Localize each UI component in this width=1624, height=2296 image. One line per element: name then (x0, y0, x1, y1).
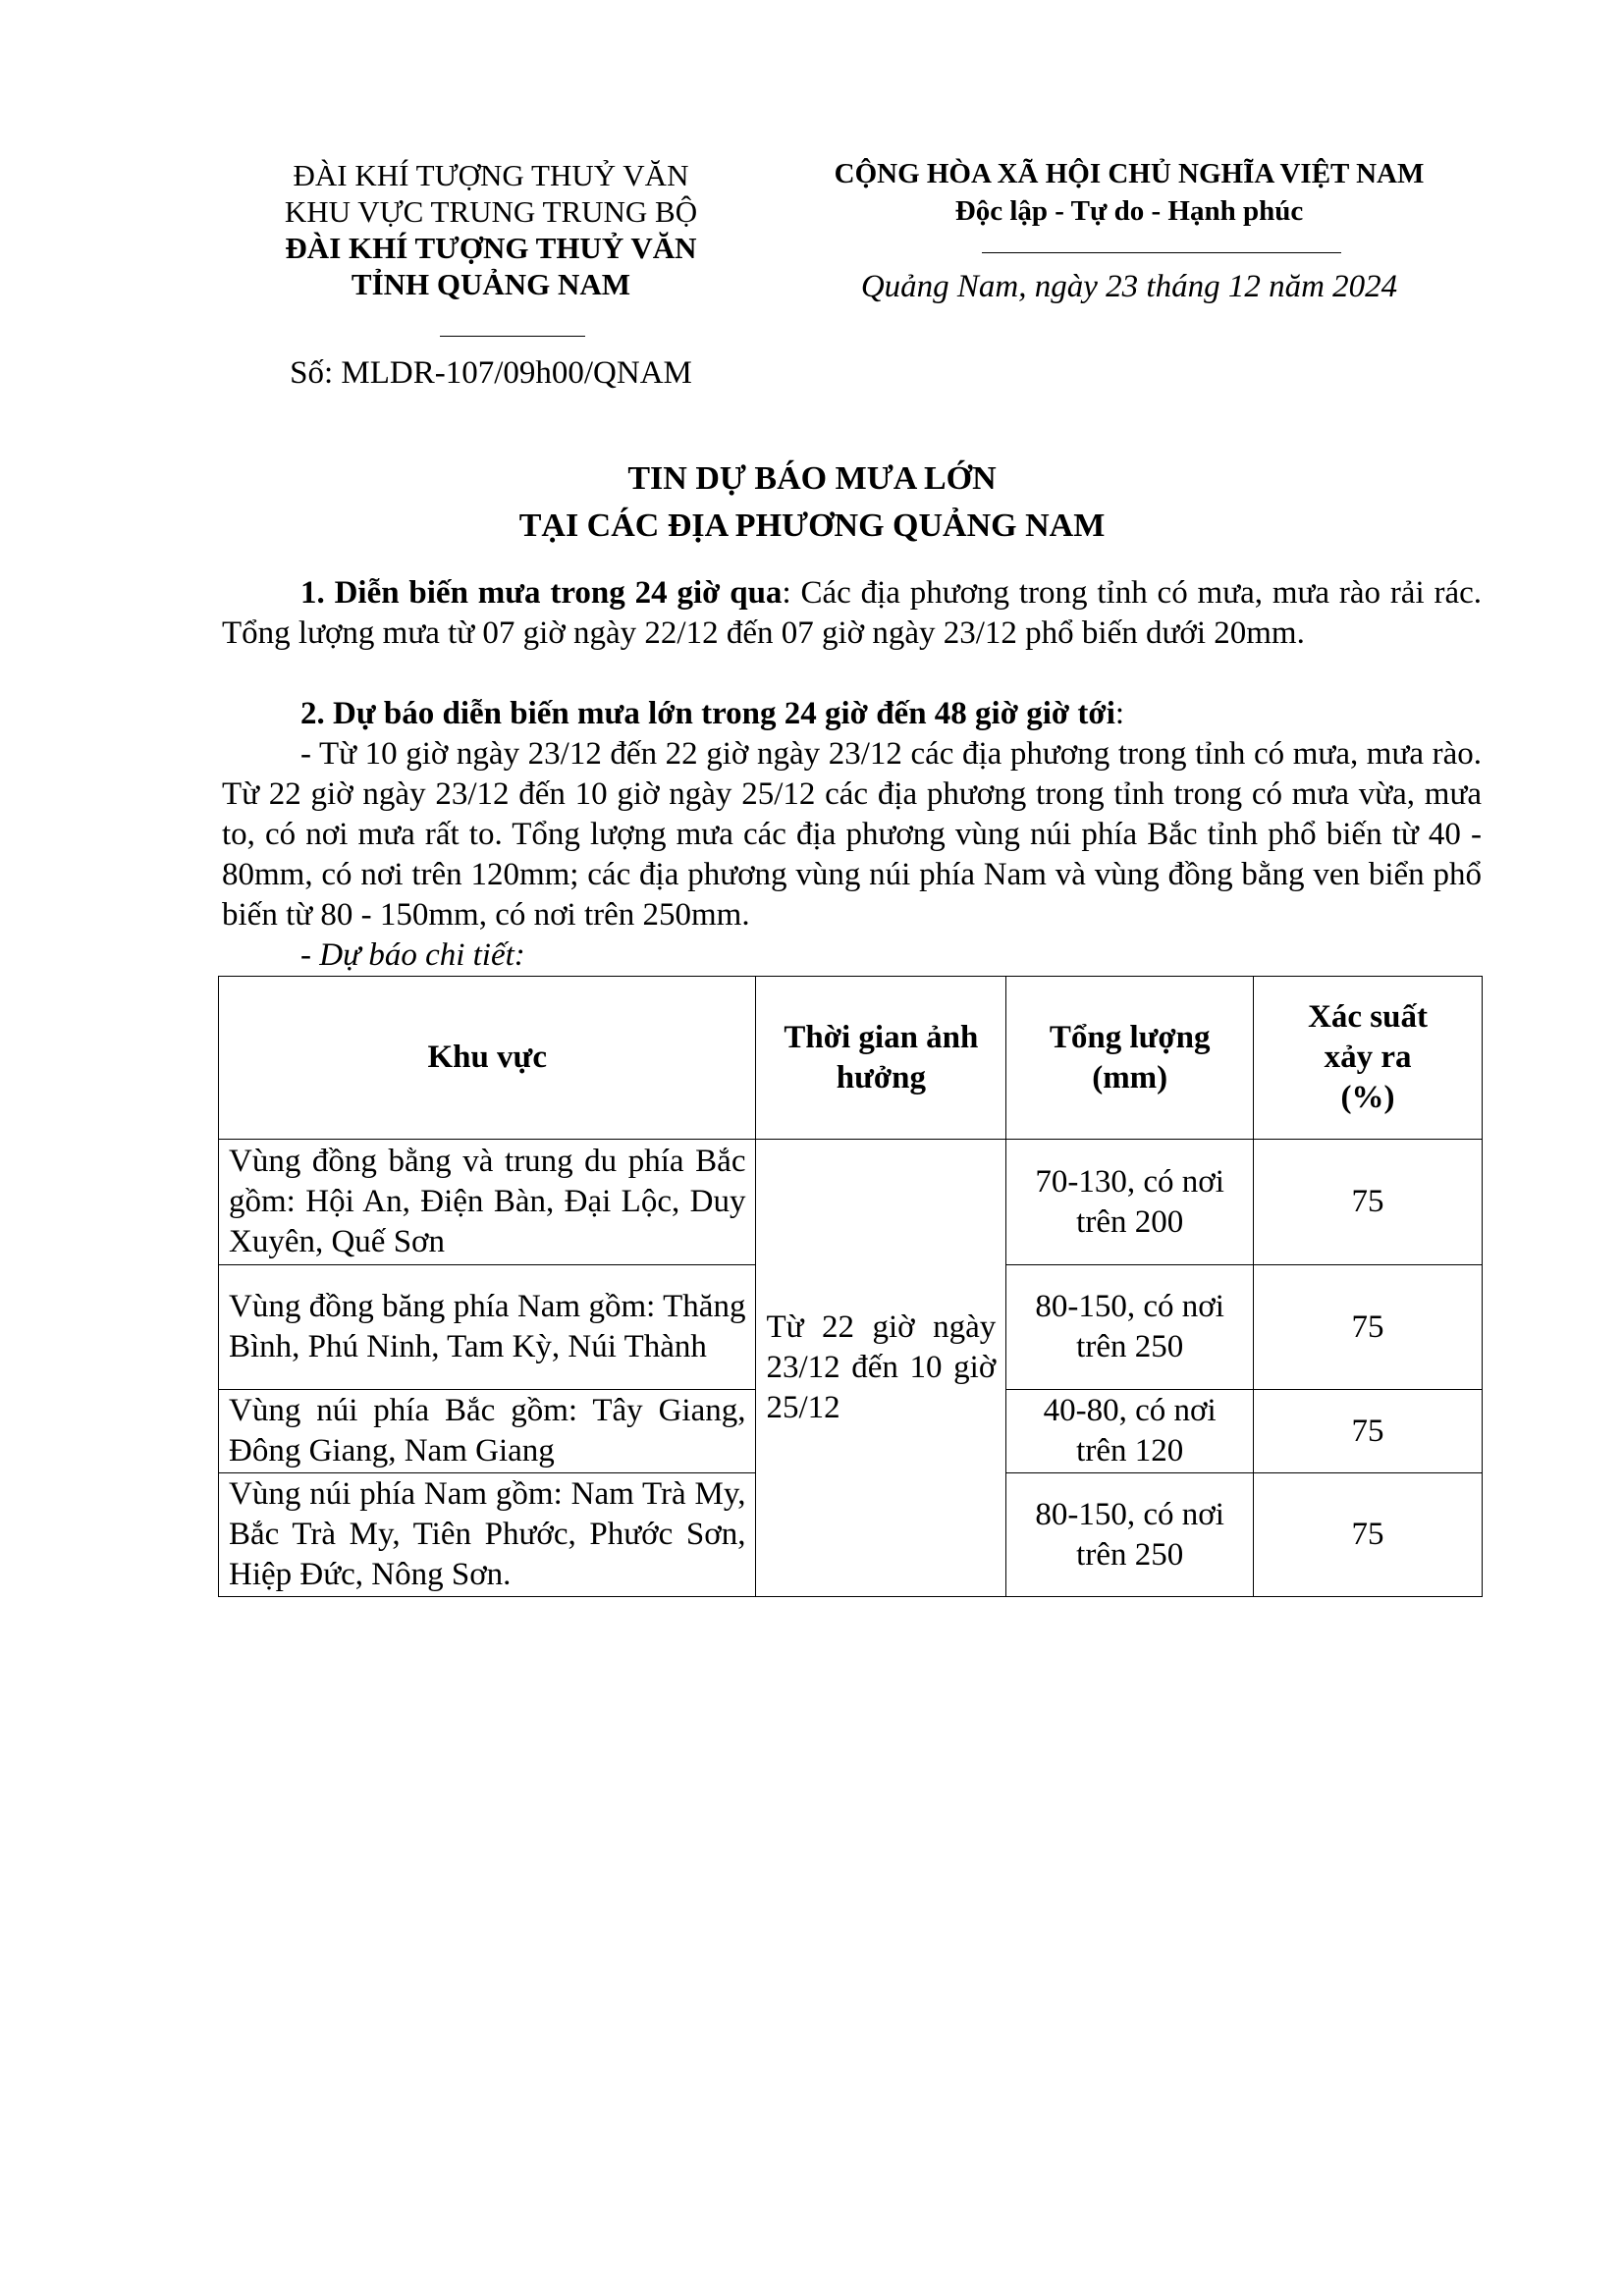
row-amount: 40-80, có nơi trên 120 (1006, 1390, 1254, 1473)
section-1-text: : Các địa phương trong tỉnh có mưa, mưa rào rải rác. Tổng lượng mưa từ 07 giờ ngày 22/12 đến 07 giờ ngày 23/12 phổ biến dưới 20mm. (222, 575, 1482, 651)
row-amount: 70-130, có nơi trên 200 (1006, 1140, 1254, 1265)
section-2-text: - Từ 10 giờ ngày 23/12 đến 22 giờ ngày 23/12 các địa phương trong tỉnh có mưa, mưa rào. Từ 22 giờ ngày 23/12 đến 10 giờ ngày 25/12 các địa phương trong tỉnh trong có mưa vừa, mưa to, có nơi mưa rất to. Tổng lượng mưa các địa phương vùng núi phía Bắc tỉnh phổ biến từ 40 - 80mm, có nơi trên 120mm; các địa phương vùng núi phía Nam và vùng đồng bằng ven biển phổ biến từ 80 - 150mm, có nơi trên 250mm. (222, 736, 1482, 933)
row-area: Vùng núi phía Nam gồm: Nam Trà My, Bắc Trà My, Tiên Phước, Phước Sơn, Hiệp Đức, Nông Sơn. (219, 1473, 756, 1597)
agency-line-1: ĐÀI KHÍ TƯỢNG THUỶ VĂN (293, 158, 689, 192)
section-1-heading: 1. Diễn biến mưa trong 24 giờ qua (300, 575, 783, 611)
row-amount: 80-150, có nơi trên 250 (1006, 1473, 1254, 1597)
motto: Độc lập - Tự do - Hạnh phúc (954, 195, 1304, 227)
table-header-row (219, 977, 1483, 1140)
agency-block (245, 157, 736, 302)
section-2-heading-line (222, 694, 1482, 734)
row-probability: 75 (1254, 1265, 1483, 1390)
agency-line-2: KHU VỰC TRUNG TRUNG BỘ (284, 194, 698, 229)
section-2-paragraph (222, 734, 1482, 935)
nation-block (805, 155, 1453, 230)
header-probability: Xác suất xảy ra (%) (1254, 977, 1483, 1140)
row-area: Vùng đồng băng phía Nam gồm: Thăng Bình, Phú Ninh, Tam Kỳ, Núi Thành (219, 1265, 756, 1390)
issue-date: Quảng Nam, ngày 23 tháng 12 năm 2024 (860, 269, 1398, 304)
table-row (219, 1140, 1483, 1265)
document-number: Số: MLDR-107/09h00/QNAM (290, 355, 692, 391)
agency-name-line-2: TỈNH QUẢNG NAM (351, 267, 631, 301)
forecast-table (218, 976, 1483, 1597)
agency-name-line-1: ĐÀI KHÍ TƯỢNG THUỶ VĂN (285, 231, 697, 265)
document-title (0, 455, 1624, 550)
detail-label-line (222, 935, 1482, 976)
header-area: Khu vực (219, 977, 756, 1140)
row-probability: 75 (1254, 1473, 1483, 1597)
section-2-colon: : (1114, 696, 1125, 731)
title-line-1: TIN DỰ BÁO MƯA LỚN (627, 460, 997, 497)
row-area: Vùng đồng bằng và trung du phía Bắc gồm: Hội An, Điện Bàn, Đại Lộc, Duy Xuyên, Quế Sơn (219, 1140, 756, 1265)
header-time: Thời gian ảnh hưởng (756, 977, 1006, 1140)
agency-divider (440, 336, 585, 337)
row-area: Vùng núi phía Bắc gồm: Tây Giang, Đông Giang, Nam Giang (219, 1390, 756, 1473)
nation-divider (982, 252, 1341, 253)
row-amount: 80-150, có nơi trên 250 (1006, 1265, 1254, 1390)
row-probability: 75 (1254, 1390, 1483, 1473)
section-2-heading: 2. Dự báo diễn biến mưa lớn trong 24 giờ đến 48 giờ giờ tới (300, 696, 1115, 731)
nation-title: CỘNG HÒA XÃ HỘI CHỦ NGHĨA VIỆT NAM (834, 158, 1425, 189)
header-amount: Tổng lượng (mm) (1006, 977, 1254, 1140)
row-time: Từ 22 giờ ngày 23/12 đến 10 giờ 25/12 (756, 1140, 1006, 1597)
row-probability: 75 (1254, 1140, 1483, 1265)
title-line-2: TẠI CÁC ĐỊA PHƯƠNG QUẢNG NAM (518, 507, 1106, 544)
detail-label: - Dự báo chi tiết: (300, 937, 525, 973)
section-1 (222, 573, 1482, 654)
